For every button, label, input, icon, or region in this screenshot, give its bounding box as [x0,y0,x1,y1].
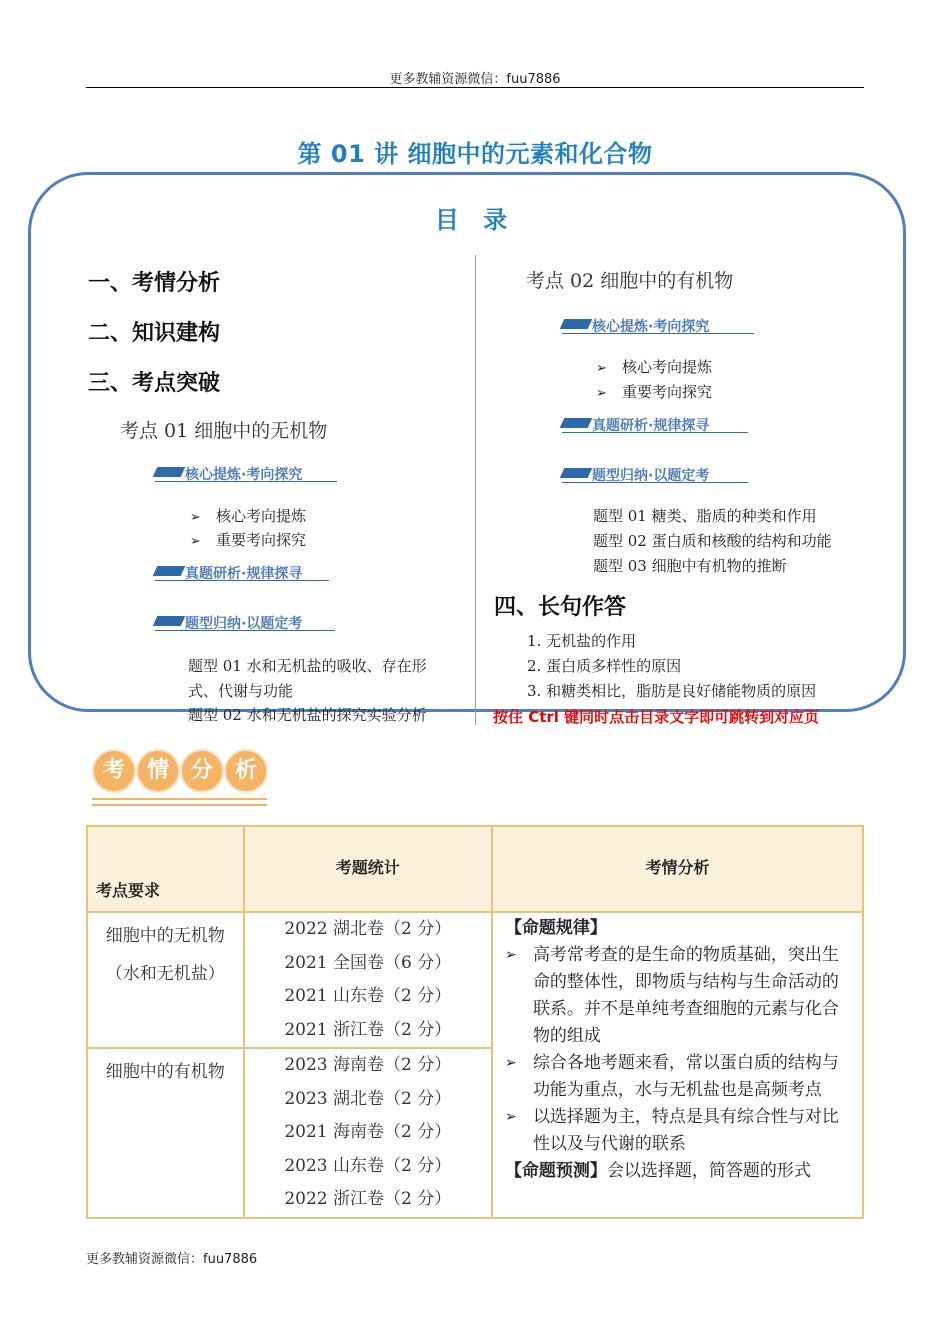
arrow-icon: ➢ [190,534,201,549]
tag-bar-icon [560,468,593,478]
kp2-tag-types[interactable] [562,465,748,483]
tag-bar-icon [153,467,186,477]
badge-char: 分 [180,749,224,793]
table-header-row [87,826,863,912]
tag-underline [562,333,754,334]
exam-entry: 2023 海南卷（2 分） [284,1055,452,1075]
badge-underline [92,798,267,800]
exam-entry: 2022 浙江卷（2 分） [284,1189,452,1209]
analysis-point [505,1104,854,1158]
tag-underline [562,432,748,433]
analysis-point [505,1050,854,1104]
tag-bar-icon [153,566,186,576]
tag-underline [155,481,337,482]
arrow-icon: ➢ [190,510,201,525]
tag-label: 题型归纳·以题定考 [185,616,303,632]
header-rule [86,87,864,88]
long-answer-1[interactable]: 1. 无机盐的作用 [527,632,637,650]
exam-entry: 2023 山东卷（2 分） [284,1155,452,1176]
kp2-tag-core[interactable] [562,316,754,334]
long-answer-2[interactable]: 2. 蛋白质多样性的原因 [527,657,682,675]
exams-cell [244,1048,492,1218]
section-badge [88,749,268,809]
arrow-icon: ➢ [596,361,607,376]
rule-label: 【命题规律】 [504,918,607,938]
kp1-tag-types[interactable] [155,613,335,631]
kp1-type-1[interactable]: 题型 01 水和无机盐的吸收、存在形 [188,657,427,675]
exam-entry: 2022 湖北卷（2 分） [284,919,452,939]
document-title: 第 01 讲 细胞中的元素和化合物 [297,140,653,168]
badge-char: 考 [92,749,136,793]
ctrl-jump-note: 按住 Ctrl 键同时点击目录文字即可跳转到对应页 [493,708,820,726]
tag-bar-icon [153,616,186,626]
tag-label: 真题研析·规律探寻 [592,418,710,434]
topic-cell [87,912,244,1048]
point-text: 以选择题为主，特点是具有综合性与对比性以及与代谢的联系 [532,1107,839,1154]
predict-line [505,1158,854,1185]
kp1-type-2[interactable]: 题型 02 水和无机盐的探究实验分析 [188,706,427,724]
toc-link-breakthrough[interactable]: 三、考点突破 [88,371,221,396]
tag-underline [155,630,335,631]
tag-bar-icon [560,319,593,329]
kp1-type-1-cont[interactable]: 式、代谢与功能 [188,682,294,700]
point-text: 综合各地考题来看，常以蛋白质的结构与功能为重点，水与无机盐也是高频考点 [532,1053,839,1100]
arrow-icon: ➢ [596,386,607,401]
bullet-label: 重要考向探究 [622,383,713,401]
arrow-icon: ➢ [504,947,517,963]
header-requirement: 考点要求 [87,826,244,912]
tag-label: 核心提炼·考向探究 [185,467,303,483]
kp2-type-3[interactable]: 题型 03 细胞中有机物的推断 [593,557,787,575]
toc-link-kp2[interactable]: 考点 02 细胞中的有机物 [526,270,734,292]
badge-underline [92,804,267,806]
exam-entry: 2021 山东卷（2 分） [284,986,452,1006]
tag-label: 真题研析·规律探寻 [185,566,303,582]
predict-text: 会以选择题，简答题的形式 [606,1161,811,1181]
point-text: 高考常考查的是生命的物质基础，突出生命的整体性，即物质与结构与生命活动的联系。并不是单纯考查细胞的元素与化合物的组成 [532,945,839,1046]
bullet-label: 核心考向提炼 [216,507,307,525]
tag-label: 核心提炼·考向探究 [592,319,710,335]
toc-link-long-answer[interactable]: 四、长句作答 [494,595,627,620]
predict-label: 【命题预测】 [504,1161,607,1181]
arrow-icon: ➢ [504,1109,517,1125]
toc-link-knowledge[interactable]: 二、知识建构 [88,321,221,346]
toc-heading: 目 录 [434,206,516,234]
analysis-point [505,942,854,1050]
badge-char: 析 [224,749,268,793]
header-statistics: 考题统计 [244,826,492,912]
toc-link-kp1[interactable]: 考点 01 细胞中的无机物 [120,420,328,442]
topic-line: 细胞中的无机物 [105,926,225,946]
kp1-bullet-1[interactable] [190,505,306,526]
footer-note: 更多教辅资源微信：fuu7886 [86,1252,258,1267]
topic-cell [87,1048,244,1218]
kp2-bullet-2[interactable] [596,381,712,402]
exam-entry: 2021 浙江卷（2 分） [284,1019,452,1040]
topic-line: （水和无机盐） [105,964,225,984]
analysis-cell [492,912,863,1218]
kp2-tag-real[interactable] [562,415,748,433]
exam-stats-table [86,825,864,1219]
header-analysis: 考情分析 [492,826,863,912]
tag-underline [562,482,748,483]
toc-link-analysis[interactable]: 一、考情分析 [88,271,221,296]
tag-bar-icon [560,418,593,428]
kp2-bullet-1[interactable] [596,356,712,377]
exam-entry: 2021 海南卷（2 分） [284,1122,452,1142]
kp2-type-2[interactable]: 题型 02 蛋白质和核酸的结构和功能 [593,532,832,550]
exams-cell [244,912,492,1048]
badge-char: 情 [136,749,180,793]
tag-label: 题型归纳·以题定考 [592,468,710,484]
kp1-bullet-2[interactable] [190,529,306,550]
toc-divider [475,255,476,725]
exam-entry: 2021 全国卷（6 分） [284,952,452,973]
table-row [87,912,863,1048]
kp2-type-1[interactable]: 题型 01 糖类、脂质的种类和作用 [593,507,817,525]
kp1-tag-core[interactable] [155,464,337,482]
bullet-label: 核心考向提炼 [622,358,713,376]
topic-line: 细胞中的有机物 [105,1062,225,1082]
bullet-label: 重要考向探究 [216,531,307,549]
arrow-icon: ➢ [504,1055,517,1071]
tag-underline [155,580,329,581]
exam-entry: 2023 湖北卷（2 分） [284,1088,452,1109]
kp1-tag-real[interactable] [155,563,329,581]
long-answer-3[interactable]: 3. 和糖类相比，脂肪是良好储能物质的原因 [527,682,817,700]
header-note: 更多教辅资源微信：fuu7886 [389,72,561,87]
